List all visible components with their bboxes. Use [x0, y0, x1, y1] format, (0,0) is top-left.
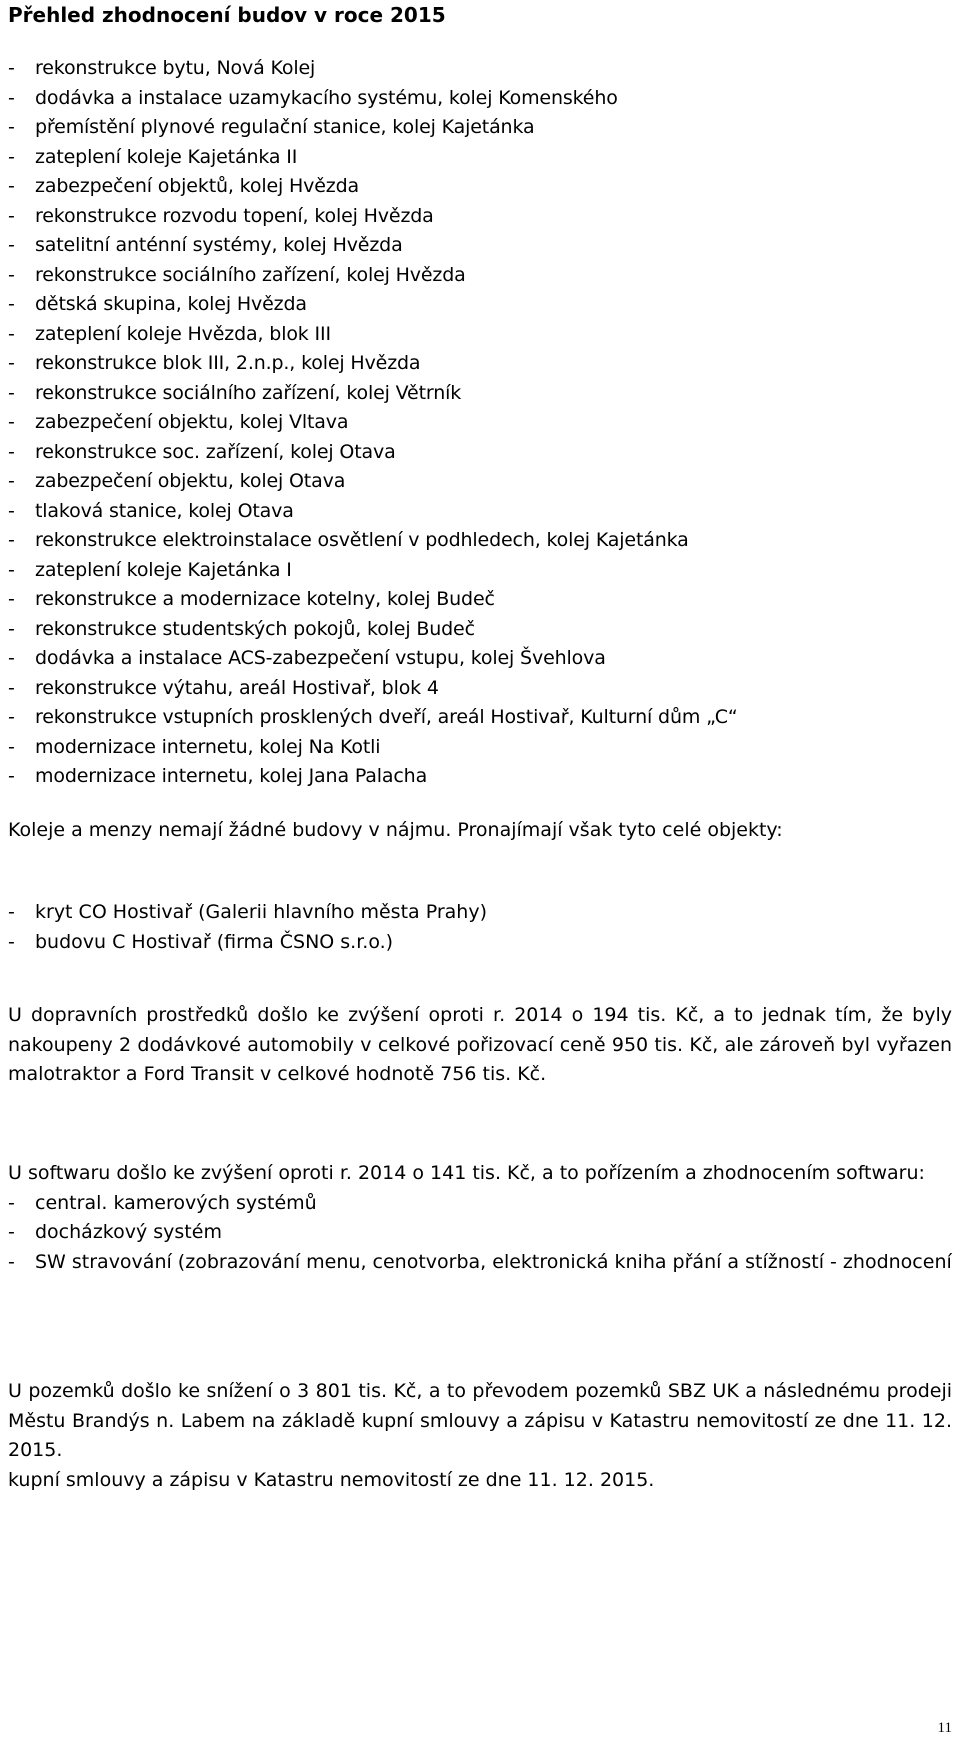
list-bullet: - [8, 352, 15, 374]
list-bullet: - [8, 86, 15, 109]
list-item-text: zabezpečení objektu, kolej Otava [35, 470, 346, 492]
software-item [8, 1189, 952, 1219]
list-bullet: - [8, 322, 15, 345]
list-item [8, 261, 952, 291]
list-item-text: dodávka a instalace ACS-zabezpečení vstupu, kolej Švehlova [35, 647, 606, 669]
list-bullet: - [8, 116, 15, 138]
list-item [8, 231, 952, 261]
list-item-text: zateplení koleje Kajetánka I [35, 558, 292, 581]
list-bullet: - [8, 175, 15, 197]
list-item [8, 408, 952, 438]
software-item [8, 1218, 952, 1248]
rental-item [8, 928, 952, 958]
list-item [8, 438, 952, 468]
list-bullet: - [8, 1221, 15, 1243]
list-item-text: rekonstrukce výtahu, areál Hostivař, blok 4 [35, 676, 439, 699]
software-item-text: docházkový systém [35, 1221, 222, 1243]
list-bullet: - [8, 588, 15, 610]
list-item [8, 674, 952, 704]
list-item-text: rekonstrukce bytu, Nová Kolej [35, 57, 316, 79]
list-item-text: zabezpečení objektů, kolej Hvězda [35, 175, 359, 197]
list-item [8, 703, 952, 733]
list-bullet: - [8, 263, 15, 286]
list-item [8, 202, 952, 232]
software-intro: U softwaru došlo ke zvýšení oproti r. 2014 o 141 tis. Kč, a to pořízením a zhodnocením softwaru: [8, 1162, 925, 1184]
list-bullet: - [8, 411, 15, 433]
list-item [8, 290, 952, 320]
list-bullet: - [8, 57, 15, 79]
land-paragraph: U pozemků došlo ke snížení o 3 801 tis. Kč, a to převodem pozemků SBZ UK a následnému prodeji Městu Brandýs n. Labem na základě kupní smlouvy a zápisu v Katastru nemovitostí ze dne 11. 12. 2015. [8, 1380, 952, 1461]
list-item-text: zabezpečení objektu, kolej Vltava [35, 411, 349, 433]
list-item [8, 762, 952, 792]
list-item [8, 54, 952, 84]
land-paragraph-repeat: kupní smlouvy a zápisu v Katastru nemovitostí ze dne 11. 12. 2015. [8, 1468, 655, 1491]
list-bullet: - [8, 499, 15, 522]
rental-item [8, 898, 952, 928]
list-item-text: modernizace internetu, kolej Na Kotli [35, 735, 381, 758]
list-item [8, 172, 952, 202]
list-item-text: modernizace internetu, kolej Jana Palacha [35, 765, 428, 787]
list-item-text: rekonstrukce vstupních prosklených dveří, areál Hostivař, Kulturní dům „C“ [35, 706, 738, 728]
list-bullet: - [8, 204, 15, 227]
software-section [8, 1159, 952, 1277]
list-bullet: - [8, 234, 15, 256]
list-bullet: - [8, 706, 15, 728]
list-bullet: - [8, 765, 15, 787]
rental-item-text: kryt CO Hostivař (Galerii hlavního města Prahy) [35, 901, 487, 923]
list-item-text: dodávka a instalace uzamykacího systému, kolej Komenského [35, 86, 618, 109]
vehicles-paragraph: U dopravních prostředků došlo ke zvýšení oproti r. 2014 o 194 tis. Kč, a to jednak tím, že byly nakoupeny 2 dodávkové automobily v celkové pořizovací ceně 950 tis. Kč, ale zároveň byl vyřazen malotraktor a Ford Transit v celkové hodnotě 756 tis. Kč. [8, 1004, 952, 1085]
list-bullet: - [8, 735, 15, 758]
list-item-text: satelitní anténní systémy, kolej Hvězda [35, 234, 403, 256]
list-bullet: - [8, 647, 15, 669]
list-item-text: rekonstrukce elektroinstalace osvětlení v podhledech, kolej Kajetánka [35, 529, 689, 551]
list-bullet: - [8, 1250, 15, 1273]
list-bullet: - [8, 1191, 15, 1214]
list-item [8, 585, 952, 615]
list-item-text: rekonstrukce blok III, 2.n.p., kolej Hvězda [35, 352, 421, 374]
land-section [8, 1377, 952, 1495]
list-item-text: rekonstrukce a modernizace kotelny, kolej Budeč [35, 588, 495, 610]
list-item [8, 526, 952, 556]
list-bullet: - [8, 558, 15, 581]
list-item [8, 379, 952, 409]
list-item-text: rekonstrukce studentských pokojů, kolej Budeč [35, 617, 475, 640]
list-item-text: dětská skupina, kolej Hvězda [35, 293, 307, 315]
software-item [8, 1248, 952, 1278]
list-bullet: - [8, 930, 15, 953]
rental-item-text: budovu C Hostivař (firma ČSNO s.r.o.) [35, 930, 394, 953]
list-bullet: - [8, 470, 15, 492]
list-item-text: rekonstrukce sociálního zařízení, kolej Hvězda [35, 263, 466, 286]
list-item-text: přemístění plynové regulační stanice, kolej Kajetánka [35, 116, 535, 138]
list-item [8, 644, 952, 674]
page-number: 11 [937, 1720, 952, 1736]
software-list [8, 1189, 952, 1278]
list-item-text: rekonstrukce sociálního zařízení, kolej Větrník [35, 381, 462, 404]
software-item-text: central. kamerových systémů [35, 1191, 317, 1214]
list-bullet: - [8, 617, 15, 640]
list-bullet: - [8, 440, 15, 463]
list-item [8, 615, 952, 645]
page-title: Přehled zhodnocení budov v roce 2015 [8, 3, 446, 27]
list-item [8, 497, 952, 527]
list-item-text: zateplení koleje Kajetánka II [35, 145, 298, 168]
list-item [8, 467, 952, 497]
list-bullet: - [8, 529, 15, 551]
list-bullet: - [8, 293, 15, 315]
list-item [8, 320, 952, 350]
software-item-text: SW stravování (zobrazování menu, cenotvorba, elektronická kniha přání a stížností - zhodnocení [35, 1250, 952, 1273]
list-bullet: - [8, 145, 15, 168]
rental-intro: Koleje a menzy nemají žádné budovy v nájmu. Pronajímají však tyto celé objekty: [8, 819, 783, 841]
list-item [8, 349, 952, 379]
list-item [8, 143, 952, 173]
list-item [8, 556, 952, 586]
list-item-text: zateplení koleje Hvězda, blok III [35, 322, 331, 345]
list-item-text: rekonstrukce soc. zařízení, kolej Otava [35, 440, 396, 463]
list-item-text: rekonstrukce rozvodu topení, kolej Hvězda [35, 204, 434, 227]
list-bullet: - [8, 901, 15, 923]
list-item [8, 113, 952, 143]
list-item [8, 84, 952, 114]
list-item [8, 733, 952, 763]
rental-list [8, 898, 952, 957]
list-bullet: - [8, 381, 15, 404]
list-item-text: tlaková stanice, kolej Otava [35, 499, 294, 522]
list-bullet: - [8, 676, 15, 699]
buildings-list [8, 54, 952, 792]
